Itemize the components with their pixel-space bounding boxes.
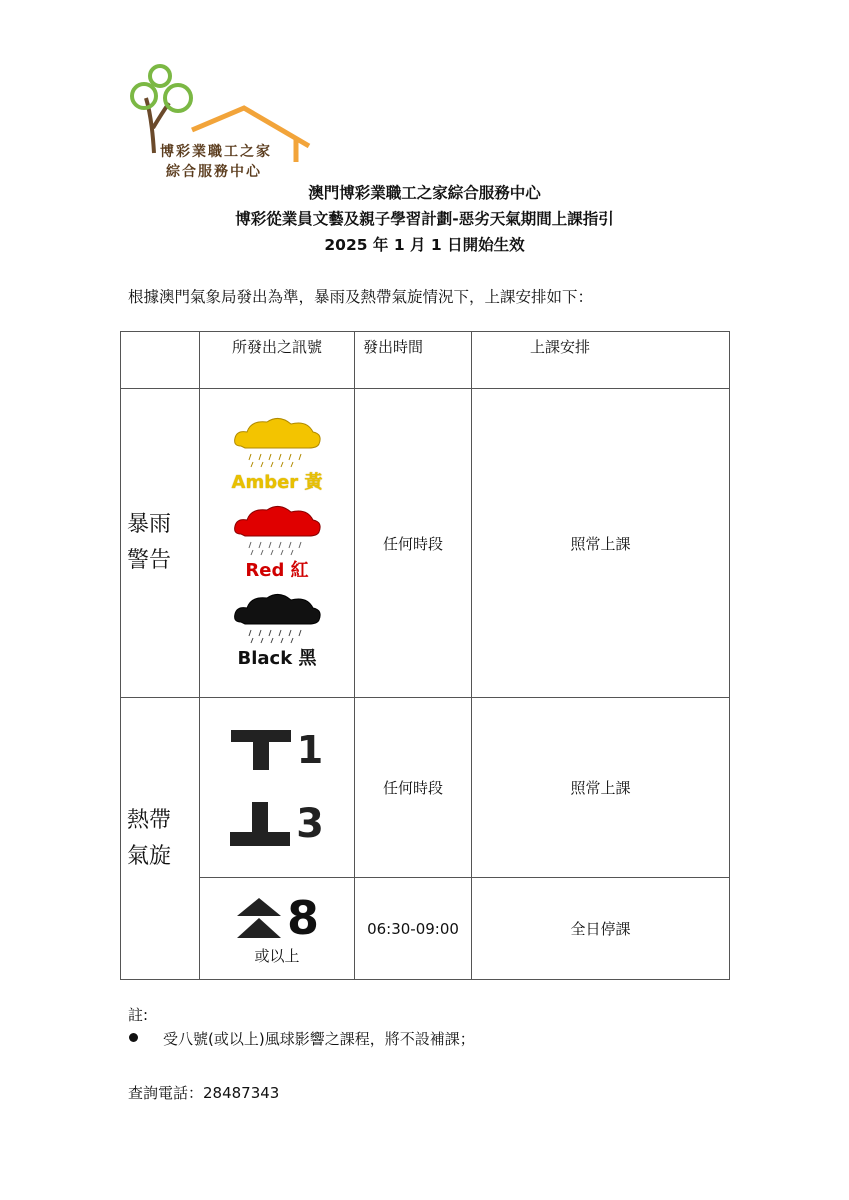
table-header-row	[121, 332, 730, 389]
intro-text: 根據澳門氣象局發出為準，暴雨及熱帶氣旋情況下，上課安排如下：	[128, 288, 594, 306]
logo-text-line2: 綜合服務中心	[166, 164, 262, 180]
typhoon-8-note: 或以上	[254, 947, 300, 965]
typhoon-high-arrangement: 全日停課	[472, 878, 730, 980]
typhoon-high-time: 06:30-09:00	[355, 878, 472, 980]
typhoon-category	[121, 698, 200, 980]
header-time: 發出時間	[355, 332, 472, 389]
header-signal: 所發出之訊號	[200, 332, 355, 389]
rainstorm-category-line2: 警告	[127, 548, 172, 573]
rainstorm-category	[121, 389, 200, 698]
typhoon-1-number: 1	[296, 727, 324, 772]
effective-date: 2025 年 1 月 1 日開始生效	[324, 236, 525, 254]
typhoon-category-line2: 氣旋	[127, 843, 172, 869]
header-empty	[121, 332, 200, 389]
amber-rainstorm-cloud-icon	[231, 416, 323, 468]
document-subtitle: 博彩從業員文藝及親子學習計劃-惡劣天氣期間上課指引	[235, 210, 614, 228]
typhoon-3-number: 3	[296, 800, 324, 847]
typhoon-low-time: 任何時段	[355, 698, 472, 878]
rainstorm-signals	[200, 389, 355, 698]
typhoon-signal-1	[231, 728, 323, 772]
bullet-icon	[129, 1033, 138, 1042]
red-label: Red 紅	[245, 560, 309, 581]
table-row-typhoon-low	[121, 698, 730, 878]
table-row-typhoon-high	[121, 878, 730, 980]
weather-guide-table	[120, 331, 730, 980]
typhoon-triangle-icon	[235, 896, 283, 940]
typhoon-t-shape-icon	[231, 728, 293, 772]
note-item: 受八號(或以上)風球影響之課程，將不設補課；	[163, 1030, 475, 1048]
typhoon-category-line1: 熱帶	[127, 807, 172, 833]
typhoon-signal-8	[235, 891, 319, 945]
typhoon-high-signals	[200, 878, 355, 980]
typhoon-signal-3	[230, 800, 324, 848]
document-title: 澳門博彩業職工之家綜合服務中心	[308, 184, 541, 202]
typhoon-low-signals	[200, 698, 355, 878]
logo-text-line1: 博彩業職工之家	[160, 144, 272, 160]
rainstorm-time: 任何時段	[355, 389, 472, 698]
rainstorm-arrangement: 照常上課	[472, 389, 730, 698]
rainstorm-category-line1: 暴雨	[127, 512, 172, 537]
red-rainstorm-cloud-icon	[231, 504, 323, 556]
typhoon-inverted-t-shape-icon	[230, 800, 292, 848]
notes-label: 註:	[128, 1006, 149, 1024]
typhoon-8-number: 8	[286, 891, 319, 945]
header-arrangement: 上課安排	[472, 332, 730, 389]
typhoon-low-arrangement: 照常上課	[472, 698, 730, 878]
black-rainstorm-cloud-icon	[231, 592, 323, 644]
enquiry-phone: 查詢電話：28487343	[128, 1084, 280, 1102]
black-label: Black 黑	[237, 648, 317, 669]
table-row-rainstorm	[121, 389, 730, 698]
amber-label: Amber 黃	[231, 472, 323, 493]
